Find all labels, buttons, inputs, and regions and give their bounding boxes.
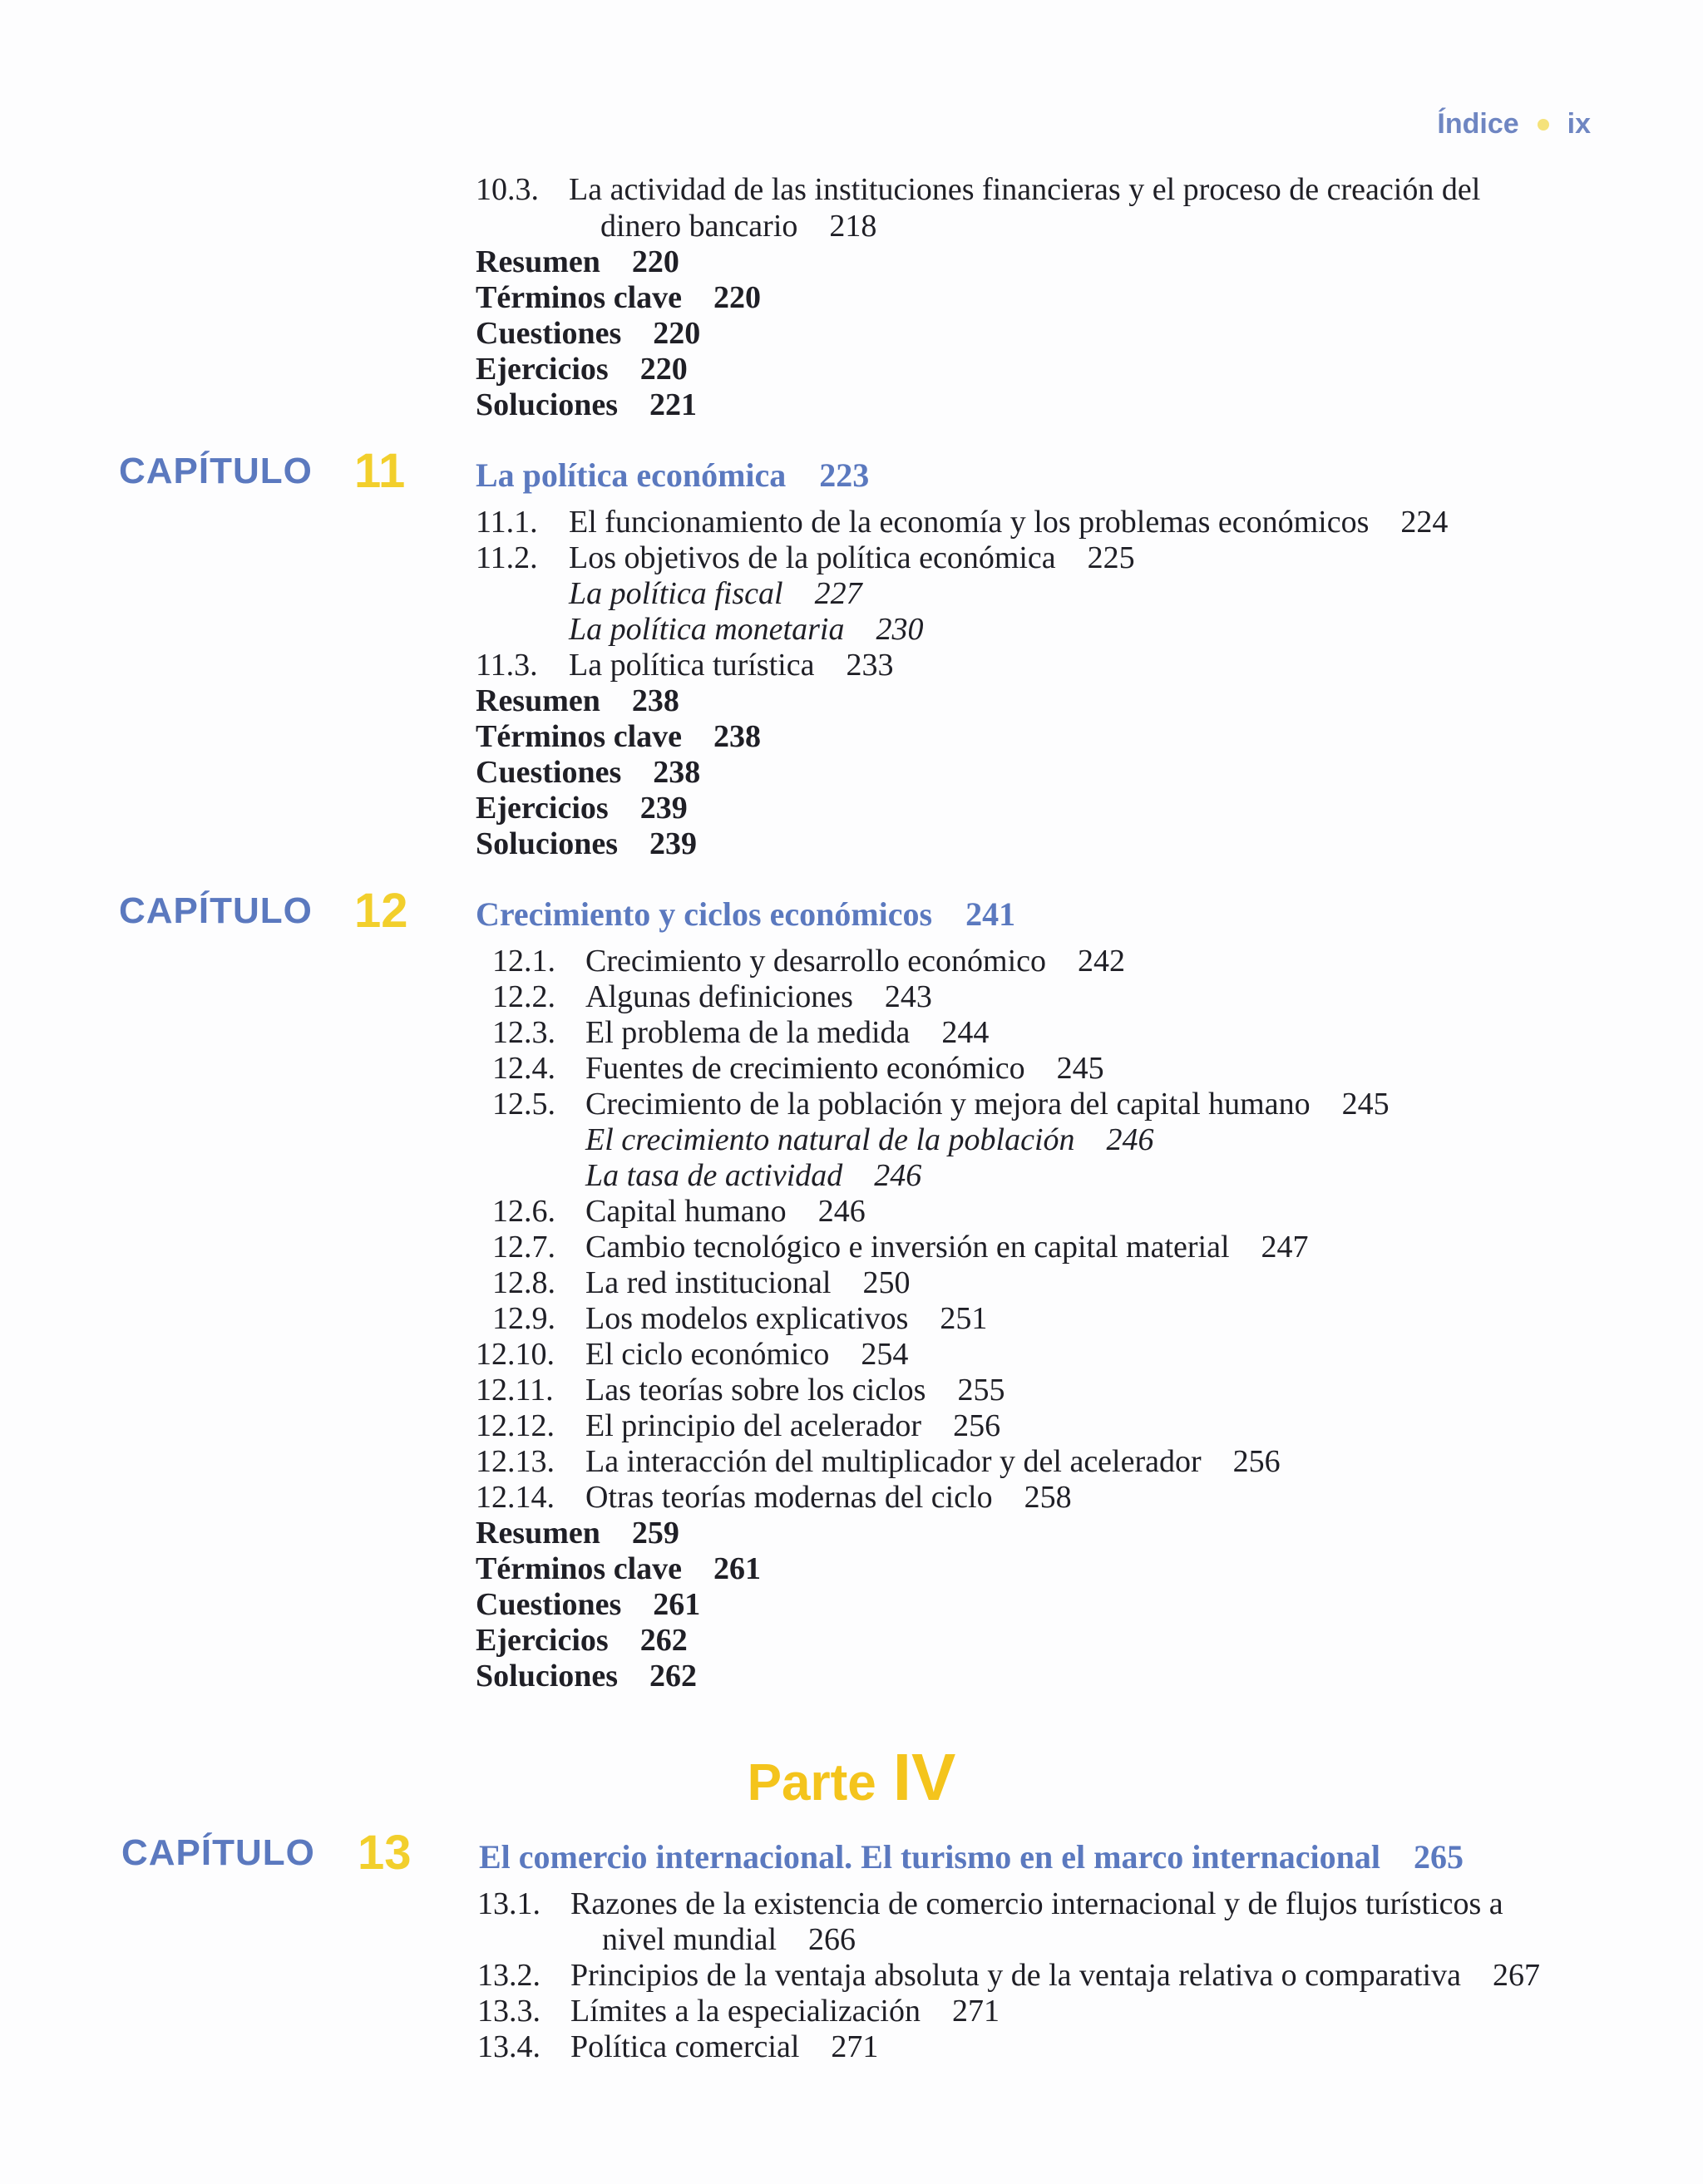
toc-terminos-clave[interactable]: Términos clave 220 xyxy=(476,280,762,315)
chapter-title[interactable]: Crecimiento y ciclos económicos 241 xyxy=(476,895,1016,933)
toc-entry[interactable]: 12.11. Las teorías sobre los ciclos 255 xyxy=(476,1373,1005,1408)
part-heading: Parte IV xyxy=(747,1740,956,1814)
toc-entry[interactable]: 13.4. Política comercial 271 xyxy=(477,2029,879,2064)
toc-resumen[interactable]: Resumen 220 xyxy=(476,244,679,279)
toc-cuestiones[interactable]: Cuestiones 261 xyxy=(476,1587,701,1622)
toc-entry[interactable]: 12.14. Otras teorías modernas del ciclo 258 xyxy=(476,1480,1072,1515)
toc-entry[interactable]: 13.1. Razones de la existencia de comercio internacional y de flujos turísticos a xyxy=(477,1886,1503,1921)
toc-entry[interactable]: 11.3. La política turística 233 xyxy=(476,648,894,683)
toc-entry-continuation: dinero bancario 218 xyxy=(600,209,877,244)
header-page-number: ix xyxy=(1567,108,1591,140)
toc-entry-continuation: nivel mundial 266 xyxy=(602,1922,856,1957)
toc-soluciones[interactable]: Soluciones 239 xyxy=(476,826,698,861)
toc-entry[interactable]: 12.2. Algunas definiciones 243 xyxy=(492,979,932,1014)
toc-resumen[interactable]: Resumen 259 xyxy=(476,1516,679,1550)
toc-subentry[interactable]: El crecimiento natural de la población 246 xyxy=(585,1122,1154,1157)
toc-soluciones[interactable]: Soluciones 262 xyxy=(476,1659,698,1693)
toc-ejercicios[interactable]: Ejercicios 220 xyxy=(476,352,688,387)
toc-entry[interactable]: 12.1. Crecimiento y desarrollo económico 242 xyxy=(492,944,1125,979)
toc-entry[interactable]: 12.13. La interacción del multiplicador y del acelerador 256 xyxy=(476,1444,1281,1479)
toc-entry[interactable]: 12.7. Cambio tecnológico e inversión en capital material 247 xyxy=(492,1230,1309,1265)
toc-subentry[interactable]: La política monetaria 230 xyxy=(569,612,924,647)
toc-terminos-clave[interactable]: Términos clave 238 xyxy=(476,719,762,754)
chapter-number: 12 xyxy=(354,884,408,938)
bullet-icon xyxy=(1538,119,1549,131)
toc-soluciones[interactable]: Soluciones 221 xyxy=(476,387,698,422)
chapter-number: 11 xyxy=(354,444,406,498)
toc-entry[interactable]: 12.12. El principio del acelerador 256 xyxy=(476,1408,1001,1443)
chapter-title[interactable]: La política económica 223 xyxy=(476,456,870,494)
toc-entry[interactable]: 12.10. El ciclo económico 254 xyxy=(476,1337,909,1372)
toc-ejercicios[interactable]: Ejercicios 239 xyxy=(476,791,688,826)
toc-terminos-clave[interactable]: Términos clave 261 xyxy=(476,1551,762,1586)
toc-entry[interactable]: 12.5. Crecimiento de la población y mejora del capital humano 245 xyxy=(492,1087,1390,1122)
running-header xyxy=(1437,108,1591,141)
toc-entry[interactable]: 12.8. La red institucional 250 xyxy=(492,1265,911,1300)
header-section: Índice xyxy=(1437,108,1519,140)
toc-subentry[interactable]: La política fiscal 227 xyxy=(569,576,862,611)
chapter-number: 13 xyxy=(358,1826,412,1880)
chapter-label: CAPÍTULO xyxy=(121,1832,315,1873)
toc-entry[interactable]: 12.6. Capital humano 246 xyxy=(492,1194,866,1229)
toc-entry[interactable]: 11.2. Los objetivos de la política económica 225 xyxy=(476,540,1135,575)
toc-resumen[interactable]: Resumen 238 xyxy=(476,683,679,718)
toc-entry[interactable]: 13.3. Límites a la especialización 271 xyxy=(477,1994,1000,2029)
toc-cuestiones[interactable]: Cuestiones 238 xyxy=(476,755,701,790)
toc-entry[interactable]: 11.1. El funcionamiento de la economía y los problemas económicos 224 xyxy=(476,505,1449,540)
toc-entry[interactable]: 12.4. Fuentes de crecimiento económico 245 xyxy=(492,1051,1104,1086)
toc-entry[interactable]: 13.2. Principios de la ventaja absoluta y de la ventaja relativa o comparativa 267 xyxy=(477,1958,1540,1993)
chapter-title[interactable]: El comercio internacional. El turismo en el marco internacional 265 xyxy=(479,1838,1464,1876)
chapter-label: CAPÍTULO xyxy=(119,451,313,491)
toc-entry[interactable]: 10.3. La actividad de las instituciones financieras y el proceso de creación del xyxy=(476,172,1481,207)
toc-subentry[interactable]: La tasa de actividad 246 xyxy=(585,1158,922,1193)
toc-entry[interactable]: 12.3. El problema de la medida 244 xyxy=(492,1015,990,1050)
toc-cuestiones[interactable]: Cuestiones 220 xyxy=(476,316,701,351)
toc-entry[interactable]: 12.9. Los modelos explicativos 251 xyxy=(492,1301,988,1336)
chapter-label: CAPÍTULO xyxy=(119,890,313,931)
toc-ejercicios[interactable]: Ejercicios 262 xyxy=(476,1623,688,1658)
